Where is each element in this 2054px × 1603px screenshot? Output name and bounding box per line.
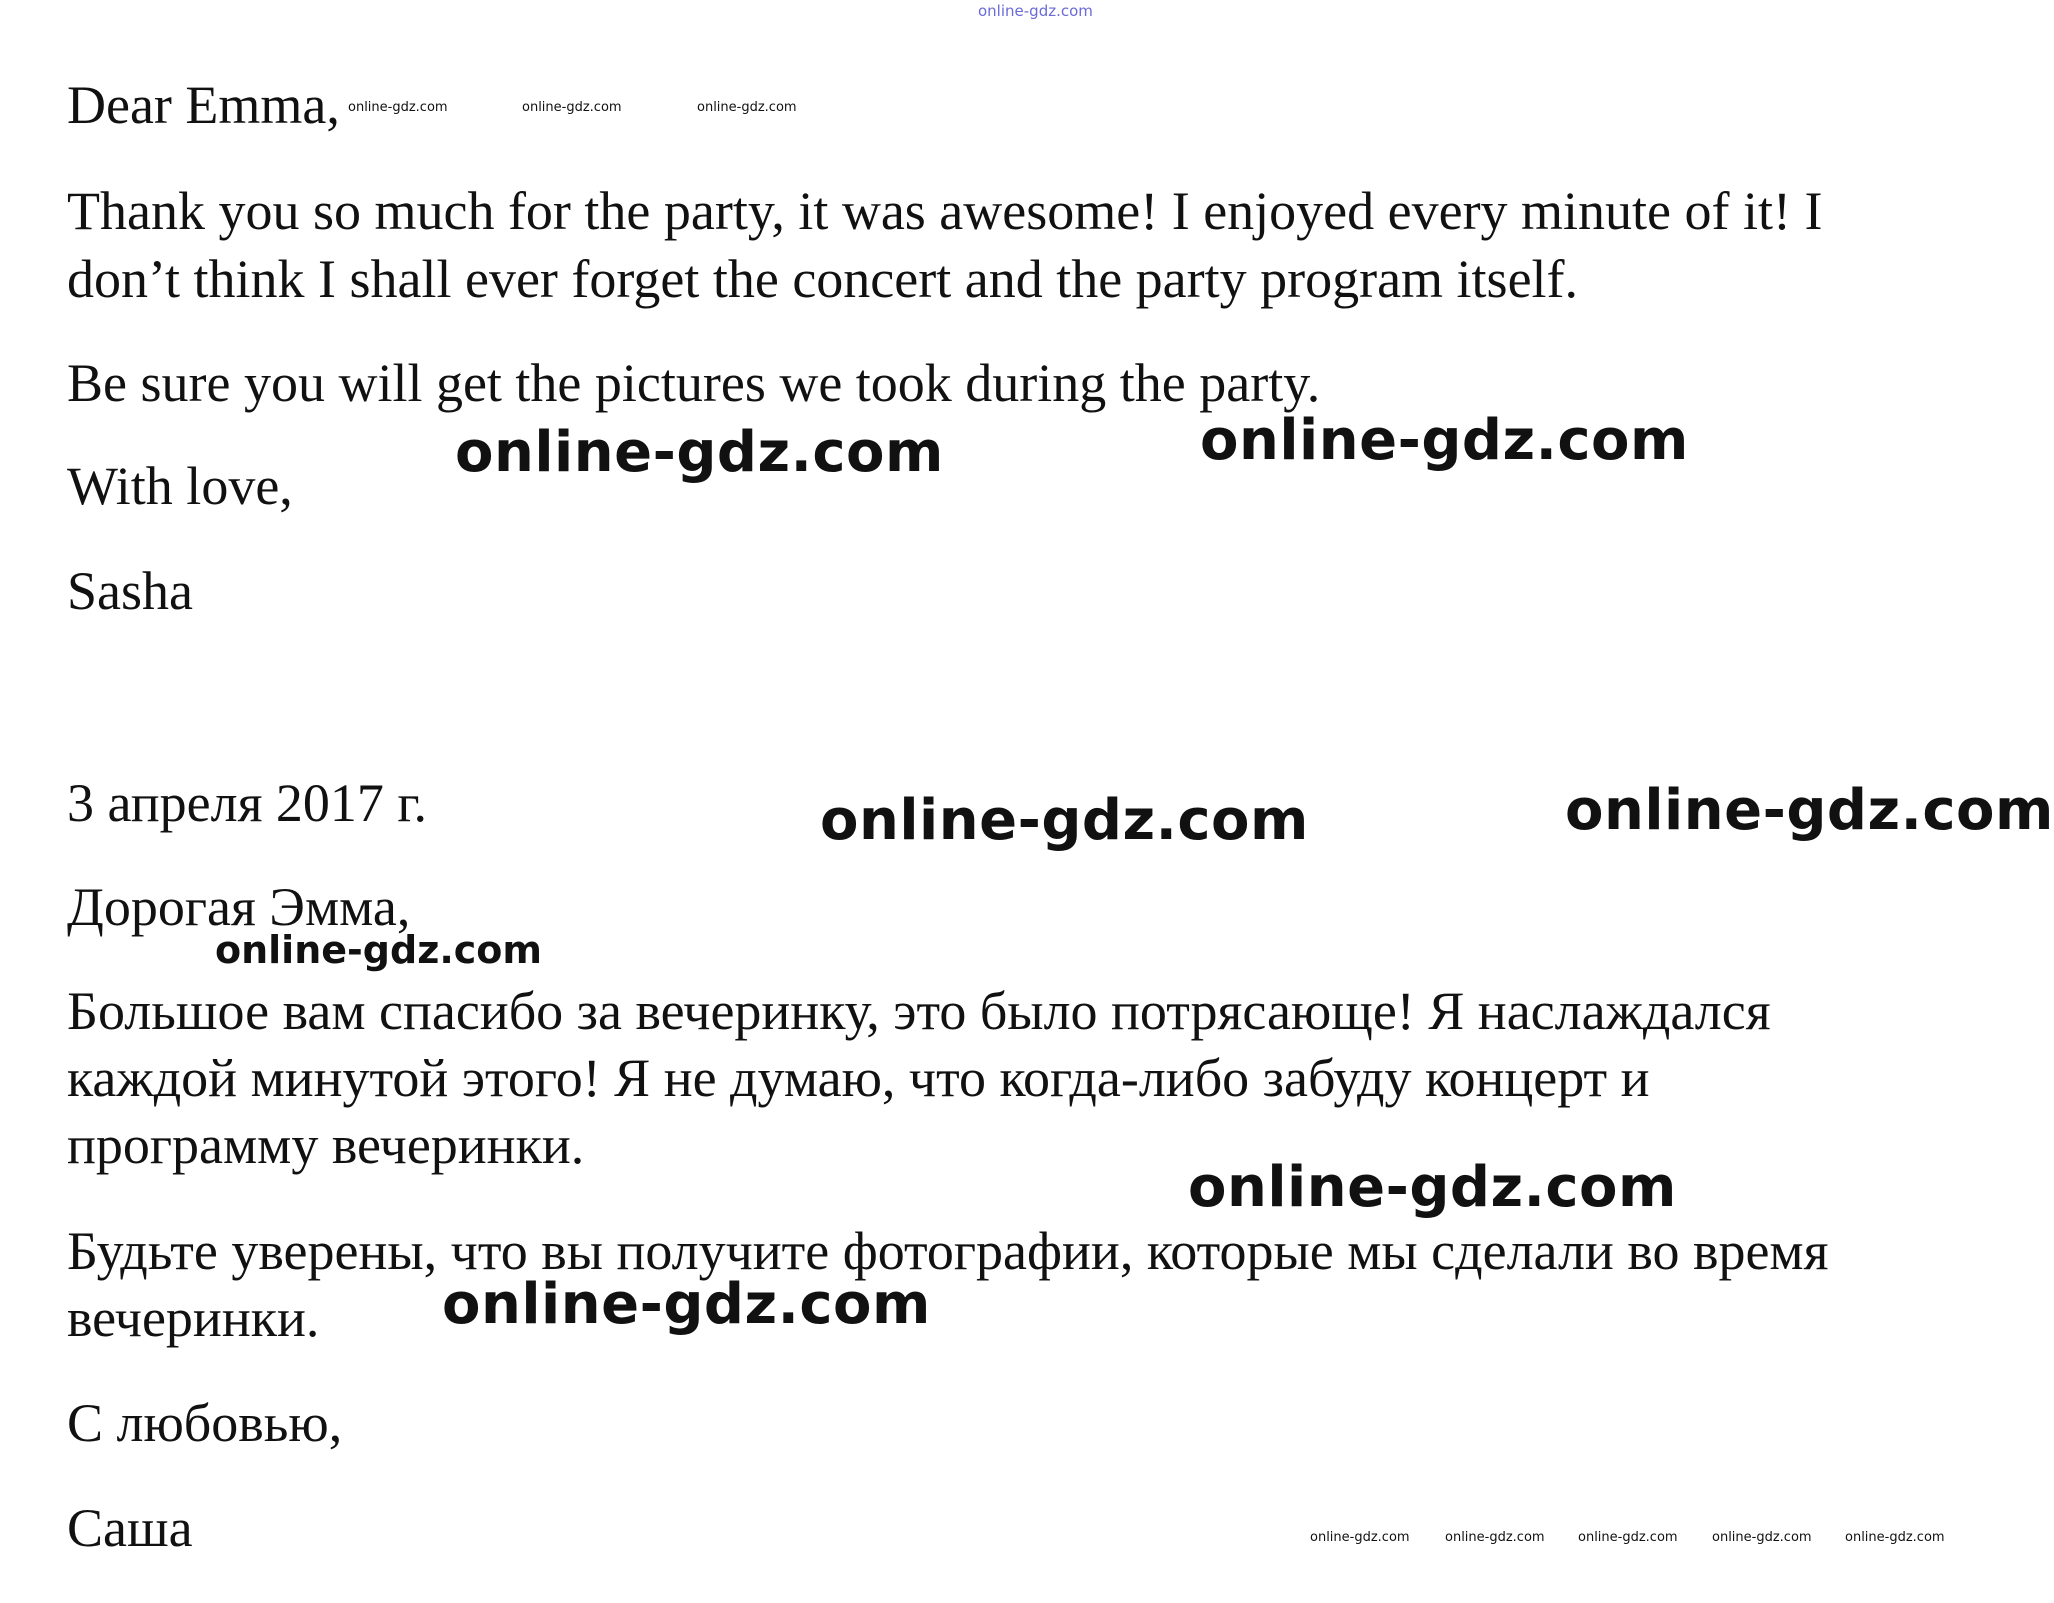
date-ru: 3 апреля 2017 г. — [67, 773, 427, 833]
watermark-large: online-gdz.com — [1200, 408, 1689, 473]
body-en-line-1: Thank you so much for the party, it was awesome! I enjoyed every minute of it! I — [67, 181, 1823, 241]
body-ru-line-5: вечеринки. — [67, 1288, 320, 1348]
closing-ru: С любовью, — [67, 1393, 343, 1453]
body-en-line-3: Be sure you will get the pictures we took during the party. — [67, 353, 1321, 413]
body-ru-line-3: программу вечеринки. — [67, 1115, 585, 1175]
watermark-small: online-gdz.com — [1578, 1530, 1678, 1545]
greeting-en: Dear Emma, — [67, 75, 340, 135]
watermark-small: online-gdz.com — [1712, 1530, 1812, 1545]
signature-en: Sasha — [67, 561, 193, 621]
watermark-small: online-gdz.com — [1445, 1530, 1545, 1545]
watermark-medium: online-gdz.com — [215, 928, 542, 972]
watermark-small: online-gdz.com — [1845, 1530, 1945, 1545]
watermark-top: online-gdz.com — [978, 2, 1093, 20]
watermark-small: online-gdz.com — [697, 100, 797, 115]
closing-en: With love, — [67, 456, 293, 516]
signature-ru: Саша — [67, 1498, 193, 1558]
watermark-large: online-gdz.com — [820, 788, 1309, 853]
watermark-small: online-gdz.com — [1310, 1530, 1410, 1545]
body-ru-line-1: Большое вам спасибо за вечеринку, это было потрясающе! Я наслаждался — [67, 981, 1771, 1041]
watermark-small: online-gdz.com — [348, 100, 448, 115]
watermark-large: online-gdz.com — [1188, 1155, 1677, 1220]
watermark-small: online-gdz.com — [522, 100, 622, 115]
body-en-line-2: don’t think I shall ever forget the concert and the party program itself. — [67, 249, 1579, 309]
watermark-large: online-gdz.com — [1565, 778, 2054, 843]
body-ru-line-2: каждой минутой этого! Я не думаю, что когда-либо забуду концерт и — [67, 1048, 1650, 1108]
watermark-large: online-gdz.com — [455, 420, 944, 485]
body-ru-line-4: Будьте уверены, что вы получите фотографии, которые мы сделали во время — [67, 1221, 1829, 1281]
greeting-ru: Дорогая Эмма, — [67, 877, 411, 937]
watermark-large: online-gdz.com — [442, 1272, 931, 1337]
